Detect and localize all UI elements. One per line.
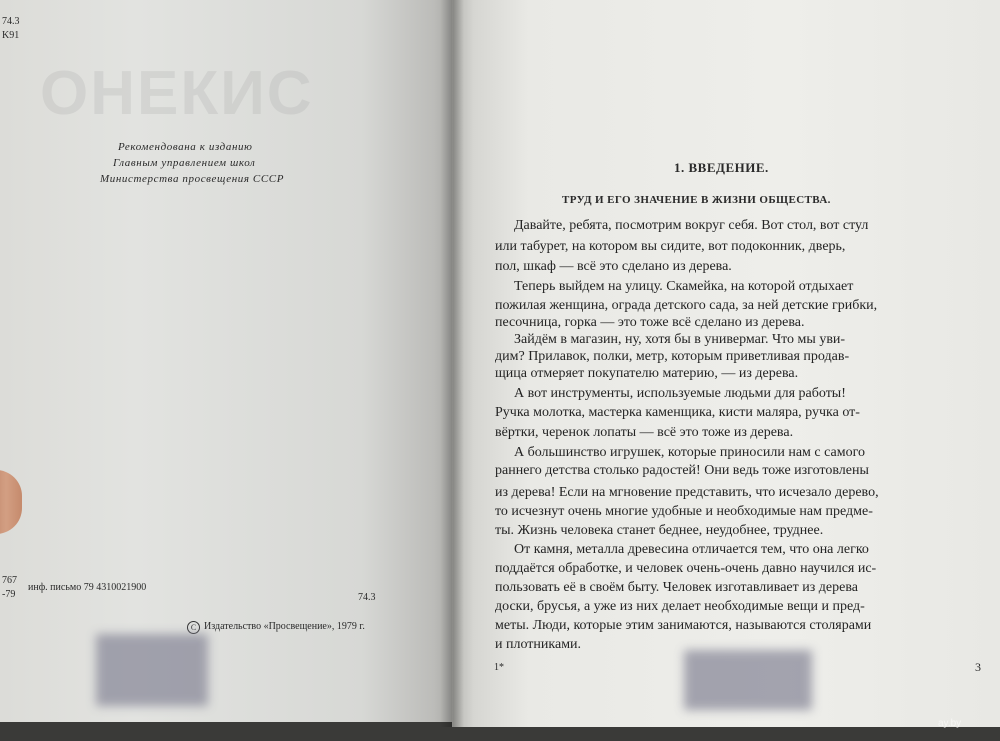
catalog-number-bottom: -79 [2, 589, 16, 600]
text-line: щица отмеряет покупателю материю, — из дерева. [495, 366, 799, 381]
text-line: и плотниками. [495, 637, 582, 652]
info-letter: инф. письмо 79 4310021900 [28, 582, 147, 593]
library-stamp-right [684, 650, 812, 710]
library-stamp-left [96, 634, 208, 706]
text-line: дим? Прилавок, полки, метр, которым приветливая продав- [495, 349, 850, 364]
recommendation-line-2: Главным управлением школ [113, 157, 256, 169]
text-line: ты. Жизнь человека станет беднее, неудобнее, труднее. [495, 523, 824, 538]
recommendation-line-3: Министерства просвещения СССР [100, 173, 285, 185]
text-line: раннего детства столько радостей! Они ведь тоже изготовлены [495, 463, 869, 478]
text-line: доски, брусья, а уже из них делает необходимые вещи и пред- [495, 599, 865, 614]
bleed-through-text: ОНЕКИС [40, 59, 314, 128]
code-top-1: 74.3 [2, 16, 20, 27]
catalog-number-top: 767 [2, 575, 17, 586]
book-gutter [440, 0, 464, 727]
text-line: поддаётся обработке, и человек очень-очень давно научился ис- [495, 561, 877, 576]
code-top-2: K91 [2, 30, 20, 41]
text-line: пол, шкаф — всё это сделано из дерева. [495, 259, 732, 274]
text-line: или табурет, на котором вы сидите, вот подоконник, дверь, [495, 239, 846, 254]
text-line: Ручка молотка, мастерка каменщика, кисти маляра, ручка от- [495, 405, 860, 420]
text-line: меты. Люди, которые этим занимаются, называются столярами [495, 618, 872, 633]
text-line: пользовать её в своём быту. Человек изготавливает из дерева [495, 580, 858, 595]
watermark: ay.by [938, 718, 962, 729]
thumb [0, 470, 22, 534]
text-line: пожилая женщина, ограда детского сада, за ней детские грибки, [495, 298, 878, 313]
recommendation-line-1: Рекомендована к изданию [118, 141, 253, 153]
text-line: А большинство игрушек, которые приносили нам с самого [514, 445, 865, 460]
text-line: Зайдём в магазин, ну, хотя бы в универмаг. Что мы уви- [514, 332, 846, 347]
text-line: От камня, металла древесина отличается тем, что она легко [514, 542, 869, 557]
text-line: А вот инструменты, используемые людьми для работы! [514, 386, 846, 401]
page-number: 3 [975, 660, 981, 674]
text-line: Теперь выйдем на улицу. Скамейка, на которой отдыхает [514, 279, 854, 294]
text-line: вёртки, черенок лопаты — всё это тоже из дерева. [495, 425, 794, 440]
text-line: из дерева! Если на мгновение представить, что исчезало дерево, [495, 485, 879, 500]
signature-mark: 1* [494, 662, 504, 673]
bbk-code: 74.3 [358, 592, 376, 603]
copyright-icon: C [187, 621, 200, 634]
text-line: то исчезнут очень многие удобные и необходимые нам предме- [495, 504, 873, 519]
section-title: 1. ВВЕДЕНИЕ. [674, 160, 769, 175]
publisher-line: Издательство «Просвещение», 1979 г. [204, 621, 365, 632]
section-subtitle: ТРУД И ЕГО ЗНАЧЕНИЕ В ЖИЗНИ ОБЩЕСТВА. [562, 194, 831, 206]
text-line: Давайте, ребята, посмотрим вокруг себя. Вот стол, вот стул [514, 218, 869, 233]
left-page [0, 0, 452, 722]
text-line: песочница, горка — это тоже всё сделано из дерева. [495, 315, 805, 330]
